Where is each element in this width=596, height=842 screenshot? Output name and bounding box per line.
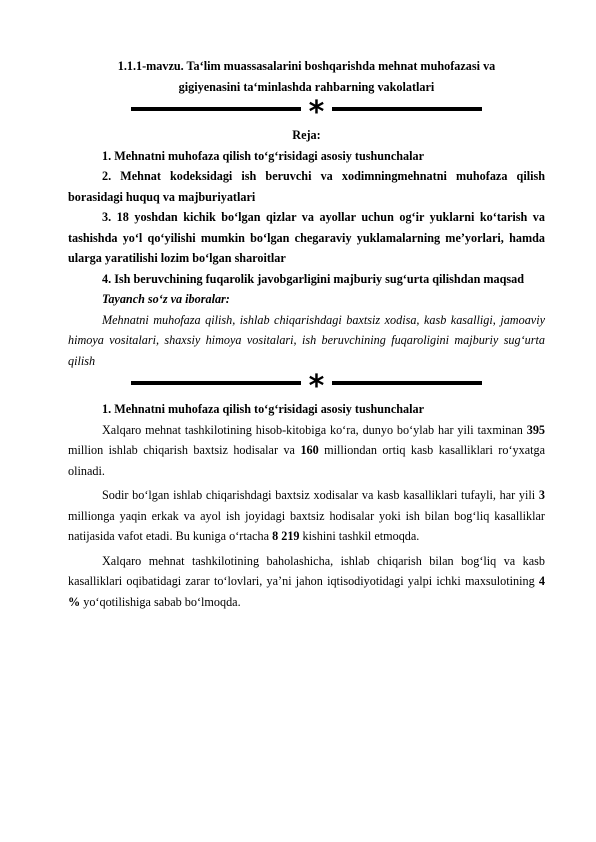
paragraph-1-text-c: milliondan ortiq kasb kasalliklari ro‘yxatga olinadi.	[68, 443, 546, 478]
reja-heading: Reja:	[292, 128, 321, 142]
ornament-divider-top	[68, 95, 545, 130]
plan-item-2: 2. Mehnat kodeksidagi ish beruvchi va xodimningmehnatni muhofaza qilish borasidagi huquq va majburiyatlari	[68, 169, 545, 204]
paragraph-2-text-c: kishini tashkil etmoqda.	[299, 529, 420, 543]
paragraph-3-text-b: yo‘qotilishiga sabab bo‘lmoqda.	[80, 594, 241, 609]
asterisk-ornament-icon: *	[308, 95, 325, 130]
plan-item-4: 4. Ish beruvchining fuqarolik javobgarligini majburiy sug‘urta qilishdan maqsad	[102, 271, 525, 286]
paragraph-1-number-2: 160	[300, 443, 319, 457]
paragraph-2-number-1: 3	[538, 488, 545, 502]
divider-bar-right	[332, 381, 482, 385]
document-page	[68, 56, 545, 612]
plan-item-3: 3. 18 yoshdan kichik bo‘lgan qizlar va ayollar uchun og‘ir yuklarni ko‘tarish va tashishda yo‘l qo‘yilishi mumkin bo‘lgan chegaraviy yuklamalarning me’yorlari, hamda ularga yaratilishi lozim bo‘lgan sharoitlar	[68, 210, 545, 265]
paragraph-2	[68, 485, 545, 547]
paragraph-1-text-b: million ishlab chiqarish baxtsiz hodisalar va	[68, 443, 301, 457]
keywords-heading: Tayanch so‘z va iboralar:	[102, 292, 230, 306]
paragraph-1-number-1: 395	[526, 422, 545, 437]
paragraph-2-text-b: millionga yaqin erkak va ayol ish joyidagi baxtsiz hodisalar yoki ish bilan bog‘liq kasalliklar natijasida vafot etadi. Bu kuniga o‘rtacha	[68, 508, 545, 543]
paragraph-3	[68, 551, 545, 613]
asterisk-ornament-icon: *	[308, 369, 325, 404]
plan-item-1: 1. Mehnatni muhofaza qilish to‘g‘risidagi asosiy tushunchalar	[102, 148, 424, 163]
paragraph-1	[68, 420, 545, 482]
divider-bar-left	[131, 107, 301, 111]
paragraph-2-text-a: Sodir bo‘lgan ishlab chiqarishdagi baxtsiz xodisalar va kasb kasalliklari tufayli, har yili	[102, 488, 539, 502]
keywords-text: Mehnatni muhofaza qilish, ishlab chiqarishdagi baxtsiz xodisa, kasb kasalligi, jamoaviy himoya vositalari, shaxsiy himoya vositalari, ish beruvchining fuqaroligini majburiy sug‘urta qilish	[68, 312, 545, 368]
divider-bar-left	[131, 381, 301, 385]
divider-bar-right	[332, 107, 482, 111]
section-heading: 1. Mehnatni muhofaza qilish to‘g‘risidagi asosiy tushunchalar	[102, 402, 424, 416]
paragraph-1-text-a: Xalqaro mehnat tashkilotining hisob-kitobiga ko‘ra, dunyo bo‘ylab har yili taxminan	[102, 422, 527, 437]
ornament-divider-bottom	[68, 369, 545, 404]
paragraph-2-number-2: 8 219	[272, 529, 300, 543]
paragraph-3-number-1: 4 %	[68, 574, 545, 609]
topic-title-line-1: 1.1.1-mavzu. Ta‘lim muassasalarini boshqarishda mehnat muhofazasi va	[117, 59, 496, 73]
topic-title-line-2: gigiyenasini ta‘minlashda rahbarning vakolatlari	[178, 79, 435, 94]
paragraph-3-text-a: Xalqaro mehnat tashkilotining baholashicha, ishlab chiqarish bilan bog‘liq va kasb kasalliklari oqibatidagi zarar to‘lovlari, ya’ni jahon iqtisodiyotidagi yalpi ichki maxsulotining	[68, 553, 545, 588]
